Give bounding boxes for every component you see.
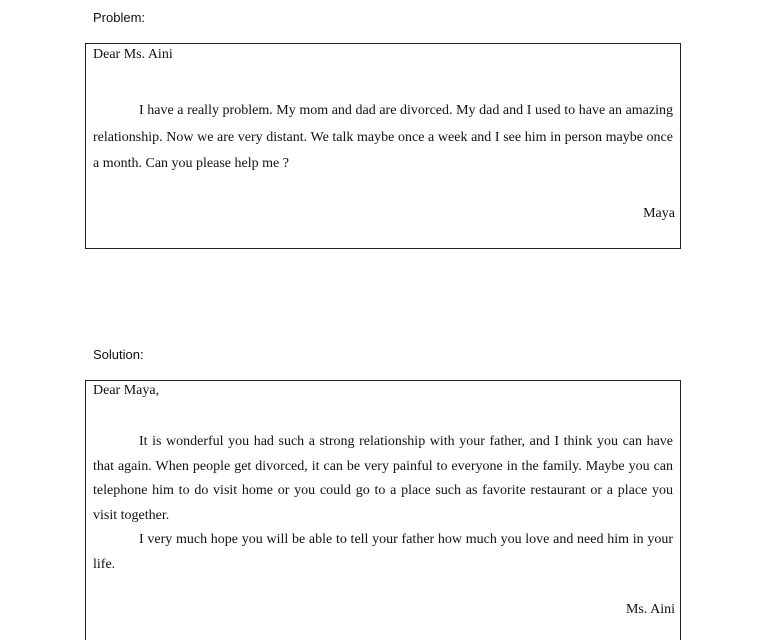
solution-paragraph-1: It is wonderful you had such a strong relationship with your father, and I think you can have that again. When people get divorced, it can be very painful to everyone in the family. Maybe you can telephone him to do visit home or you could go to a place such as favorite restaurant or a place you visit together.	[93, 434, 673, 523]
problem-letter-box	[85, 43, 681, 249]
problem-signature: Maya	[643, 206, 675, 221]
problem-salutation: Dear Ms. Aini	[93, 47, 173, 62]
solution-letter-box	[85, 380, 681, 640]
solution-body	[93, 430, 673, 577]
solution-label: Solution:	[93, 347, 144, 362]
problem-paragraph: I have a really problem. My mom and dad are divorced. My dad and I used to have an amazing relationship. Now we are very distant. We talk maybe once a week and I see him in person maybe once a month. Can you please help me ?	[93, 103, 673, 171]
solution-salutation: Dear Maya,	[93, 383, 160, 398]
problem-label: Problem:	[93, 10, 146, 25]
problem-body	[93, 98, 673, 178]
solution-signature: Ms. Aini	[625, 602, 675, 617]
solution-paragraph-2: I very much hope you will be able to tell your father how much you love and need him in your life.	[93, 532, 673, 572]
